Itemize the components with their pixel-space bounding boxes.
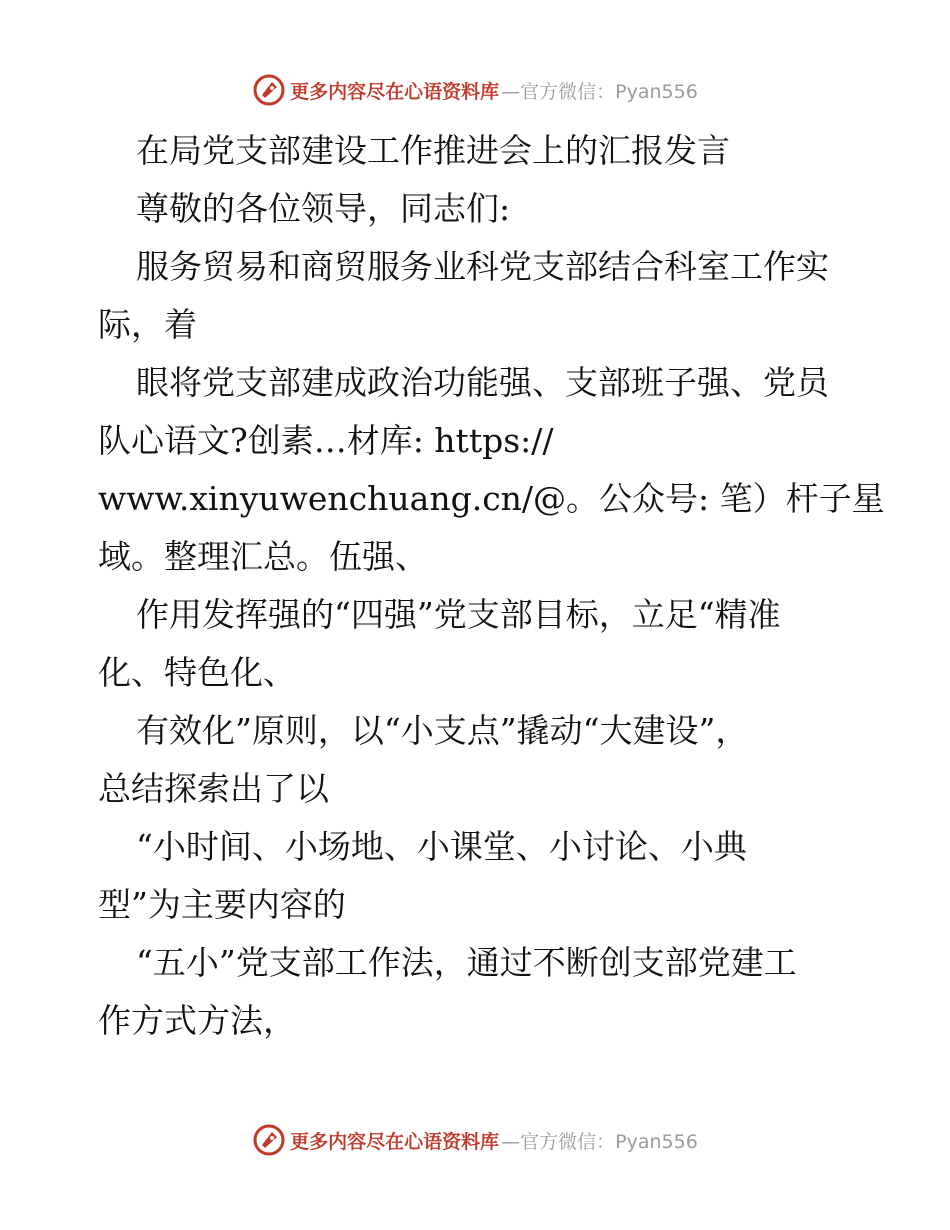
text-line: 域。整理汇总。伍强、 [98,537,428,576]
banner-main-text: 更多内容尽在心语资料库 [290,80,500,103]
pen-nib-logo-icon [252,73,286,107]
text-line: 作用发挥强的“四强”党支部目标，立足“精准 [136,595,781,634]
banner-main-text: 更多内容尽在心语资料库 [290,1130,500,1153]
banner-wechat-text: —官方微信：Pyan556 [501,1130,698,1153]
footer-watermark-banner [0,1120,950,1160]
text-line: 际，着 [98,305,197,344]
text-line: 队心语文?创素…材库: https:// [98,421,554,460]
text-line: 有效化”原则，以“小支点”撬动“大建设”， [136,711,749,750]
document-title: 在局党支部建设工作推进会上的汇报发言 [136,131,730,170]
text-line: www.xinyuwenchuang.cn/@。公众号: 笔）杆子星 [98,479,885,518]
text-line: 作方式方法， [98,1001,296,1040]
text-line: 化、特色化、 [98,653,296,692]
text-line: 服务贸易和商贸服务业科党支部结合科室工作实 [136,247,829,286]
salutation: 尊敬的各位领导，同志们: [136,189,511,228]
text-line: “五小”党支部工作法，通过不断创支部党建工 [136,943,797,982]
text-line: “小时间、小场地、小课堂、小讨论、小典 [136,827,747,866]
banner-wechat-text: —官方微信：Pyan556 [501,80,698,103]
text-line: 总结探索出了以 [98,769,329,808]
text-line: 眼将党支部建成政治功能强、支部班子强、党员 [136,363,829,402]
document-body [98,122,885,1050]
text-line: 型”为主要内容的 [98,885,346,924]
pen-nib-logo-icon [252,1123,286,1157]
header-watermark-banner [0,70,950,110]
